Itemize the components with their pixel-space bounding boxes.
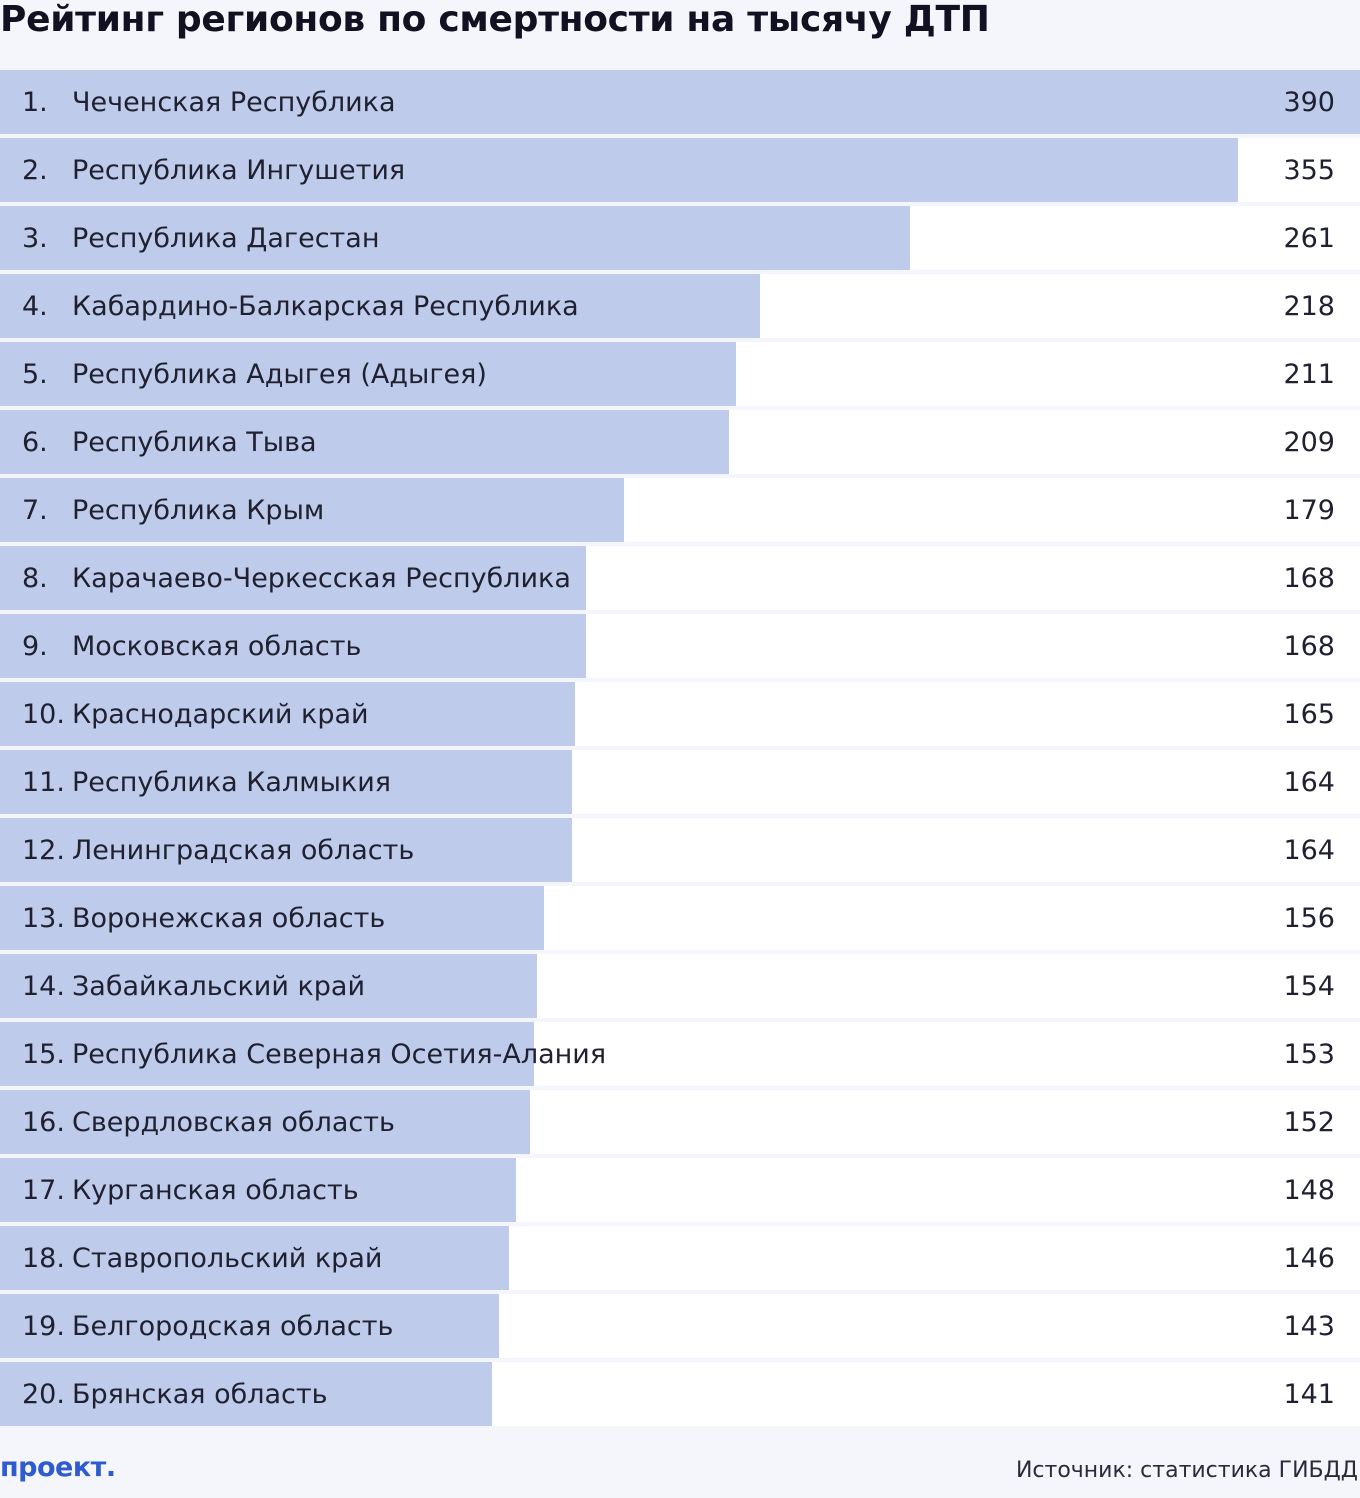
bar-row — [0, 70, 1360, 134]
bar-value-label: 211 — [1283, 359, 1335, 390]
bar-label: Республика Тыва — [72, 427, 317, 458]
bar-value-label: 153 — [1283, 1039, 1335, 1070]
bar-row — [0, 274, 1360, 338]
bar-row — [0, 206, 1360, 270]
chart-title: Рейтинг регионов по смертности на тысячу ДТП — [0, 0, 990, 40]
bar-rank: 9. — [22, 631, 48, 662]
bar-label: Воронежская область — [72, 903, 386, 934]
bar-label: Республика Адыгея (Адыгея) — [72, 359, 487, 390]
bar-row — [0, 954, 1360, 1018]
bar-label: Московская область — [72, 631, 362, 662]
bar-rank: 1. — [22, 87, 48, 118]
bar-label: Республика Ингушетия — [72, 155, 406, 186]
bar-rank: 12. — [22, 835, 65, 866]
bar-rank: 6. — [22, 427, 48, 458]
bar-value-label: 209 — [1283, 427, 1335, 458]
bar-value-label: 165 — [1283, 699, 1335, 730]
bar-value-label: 179 — [1283, 495, 1335, 526]
bar-label: Республика Крым — [72, 495, 325, 526]
bar-label: Краснодарский край — [72, 699, 369, 730]
bar-row — [0, 1022, 1360, 1086]
bar-value-label: 355 — [1283, 155, 1335, 186]
bar-value-label: 218 — [1283, 291, 1335, 322]
bar-value-label: 141 — [1283, 1379, 1335, 1410]
bar-value-label: 143 — [1283, 1311, 1335, 1342]
bar-row — [0, 1294, 1360, 1358]
bar-row — [0, 886, 1360, 950]
bar-rank: 3. — [22, 223, 48, 254]
bar-value-label: 164 — [1283, 767, 1335, 798]
bar-rank: 13. — [22, 903, 65, 934]
bar-label: Брянская область — [72, 1379, 328, 1410]
bar-row — [0, 1226, 1360, 1290]
proekt-logo: проект. — [0, 1452, 116, 1483]
bar-label: Республика Северная Осетия-Алания — [72, 1039, 607, 1070]
bar-row — [0, 818, 1360, 882]
bar-rank: 2. — [22, 155, 48, 186]
bar-rank: 4. — [22, 291, 48, 322]
bar-row — [0, 1362, 1360, 1426]
bar-label: Ленинградская область — [72, 835, 415, 866]
bar-rank: 18. — [22, 1243, 65, 1274]
bar-label: Свердловская область — [72, 1107, 395, 1138]
bar-rank: 8. — [22, 563, 48, 594]
bar-label: Ставропольский край — [72, 1243, 383, 1274]
bar-row — [0, 410, 1360, 474]
bar-value-label: 148 — [1283, 1175, 1335, 1206]
bar-label: Курганская область — [72, 1175, 359, 1206]
bar-row — [0, 750, 1360, 814]
bar-rank: 14. — [22, 971, 65, 1002]
bar-label: Чеченская Республика — [72, 87, 396, 118]
bar-label: Республика Дагестан — [72, 223, 380, 254]
bar-rank: 20. — [22, 1379, 65, 1410]
bar-value-label: 146 — [1283, 1243, 1335, 1274]
source-note: Источник: статистика ГИБДД — [1015, 1458, 1358, 1483]
bar-row — [0, 342, 1360, 406]
bar-label: Кабардино-Балкарская Республика — [72, 291, 579, 322]
bar-label: Забайкальский край — [72, 971, 365, 1002]
bar-row — [0, 614, 1360, 678]
bar-value-label: 152 — [1283, 1107, 1335, 1138]
bar-row — [0, 546, 1360, 610]
bar-rank: 11. — [22, 767, 65, 798]
bar-rank: 19. — [22, 1311, 65, 1342]
bar-value-label: 154 — [1283, 971, 1335, 1002]
bar-rank: 16. — [22, 1107, 65, 1138]
bar-chart — [0, 70, 1360, 1430]
bar-row — [0, 1090, 1360, 1154]
bar-label: Карачаево-Черкесская Республика — [72, 563, 571, 594]
bar-label: Белгородская область — [72, 1311, 394, 1342]
bar-label: Республика Калмыкия — [72, 767, 392, 798]
bar-row — [0, 138, 1360, 202]
bar-value-label: 261 — [1283, 223, 1335, 254]
bar-value-label: 168 — [1283, 563, 1335, 594]
bar-rank: 10. — [22, 699, 65, 730]
bar-rank: 7. — [22, 495, 48, 526]
bar-row — [0, 1158, 1360, 1222]
bar-value-label: 390 — [1283, 87, 1335, 118]
bar-rank: 5. — [22, 359, 48, 390]
bar-value-label: 164 — [1283, 835, 1335, 866]
bar-rank: 15. — [22, 1039, 65, 1070]
bar-row — [0, 682, 1360, 746]
bar-row — [0, 478, 1360, 542]
bar-value-label: 168 — [1283, 631, 1335, 662]
bar-value-label: 156 — [1283, 903, 1335, 934]
bar-rank: 17. — [22, 1175, 65, 1206]
